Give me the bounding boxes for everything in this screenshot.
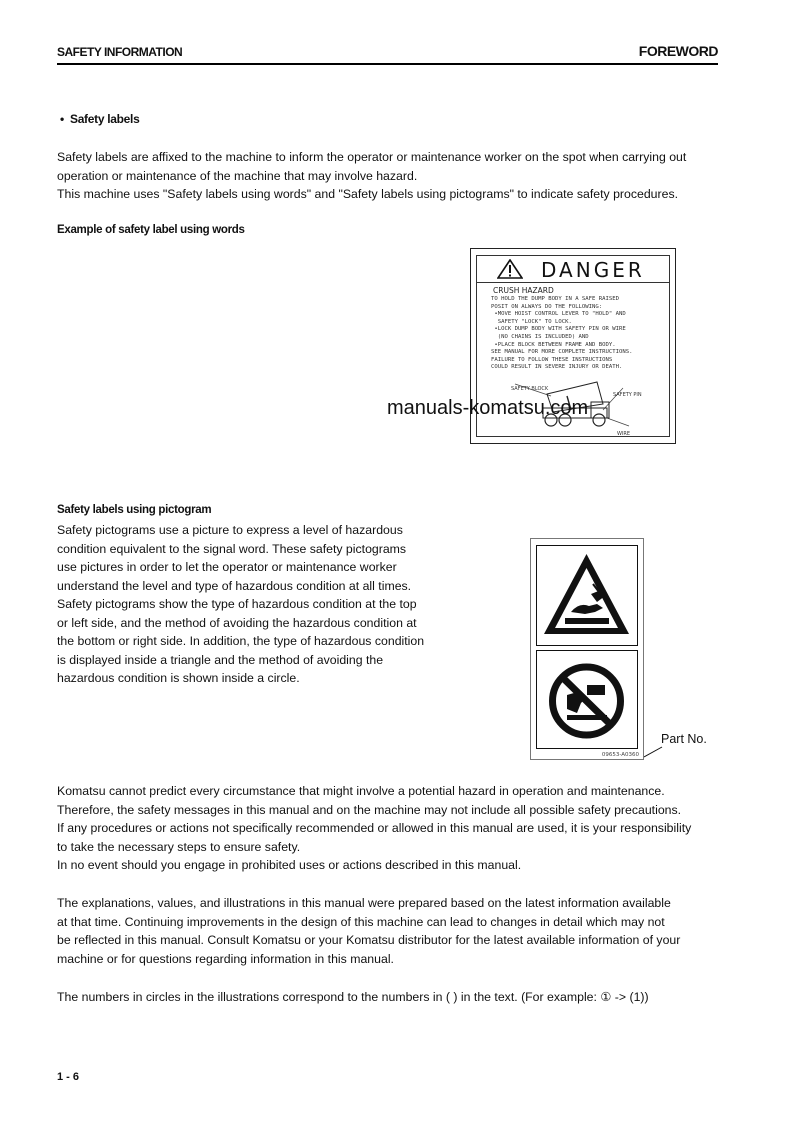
danger-instructions: TO HOLD THE DUMP BODY IN A SAFE RAISED POSIT ON ALWAYS DO THE FOLLOWING: •MOVE HOIST CONTROL LEVER TO "HOLD" AND SAFETY "LOCK" TO LOCK. •LOCK DUMP BODY WITH SAFETY PIN OR WIRE (NO CHAINS IS INCLUDED) AND •PLACE BLOCK BETWEEN FRAME AND BODY. SEE MANUAL FOR MORE COMPLETE INSTRUCTIONS. FAILURE TO FOLLOW THESE INSTRUCTIONS COULD RESULT IN SEVERE INJURY OR DEATH. (491, 296, 633, 371)
pictogram-heading: Safety labels using pictogram (57, 504, 212, 516)
pictogram-line: is displayed inside a triangle and the method of avoiding the (57, 652, 384, 667)
numbers-note: The numbers in circles in the illustrations correspond to the numbers in ( ) in the text. (For example: ① -> (1)) (57, 990, 649, 1004)
header-section-title: SAFETY INFORMATION (57, 45, 183, 59)
callout-wire: WIRE (617, 431, 631, 437)
explanations-line: machine or for questions regarding information in this manual. (57, 951, 394, 966)
caution-line: to take the necessary steps to ensure safety. (57, 839, 301, 854)
prohibition-circle-icon (537, 651, 636, 747)
page-number: 1 - 6 (57, 1071, 80, 1083)
pictogram-line: or left side, and the method of avoiding the hazardous condition at (57, 615, 417, 630)
caution-paragraph (57, 782, 719, 875)
label-part-code: 09653-A0360 (601, 752, 639, 758)
callout-safety-pin: SAFETY PIN (613, 392, 642, 398)
pictogram-line: the bottom or right side. In addition, the type of hazardous condition (57, 634, 425, 648)
intro-line: This machine uses "Safety labels using words" and "Safety labels using pictograms" to indicate safety procedures. (57, 187, 679, 201)
pictogram-line: use pictures in order to let the operator or maintenance worker (57, 560, 397, 574)
pictogram-line: condition equivalent to the signal word. These safety pictograms (57, 541, 407, 556)
intro-line: operation or maintenance of the machine that may involve hazard. (57, 168, 418, 183)
danger-label-header (477, 256, 669, 283)
explanations-line: be reflected in this manual. Consult Komatsu or your Komatsu distributor for the latest available information of your (57, 933, 681, 947)
avoidance-panel (536, 650, 638, 749)
pictogram-line: Safety pictograms use a picture to express a level of hazardous (57, 523, 403, 537)
intro-line: Safety labels are affixed to the machine to inform the operator or maintenance worker on the spot when carrying out (57, 150, 687, 164)
pictogram-line: Safety pictograms show the type of hazardous condition at the top (57, 597, 417, 611)
watermark-text: manuals-komatsu.com (387, 397, 589, 419)
explanations-line: The explanations, values, and illustrations in this manual were prepared based on the latest information available (57, 896, 671, 910)
warning-triangle-icon (497, 259, 523, 279)
header-chapter-title: FOREWORD (638, 43, 718, 59)
section-title: Safety labels (69, 112, 140, 126)
caution-line: In no event should you engage in prohibited uses or actions described in this manual. (57, 858, 522, 872)
pictogram-paragraph (57, 521, 438, 688)
intro-paragraph (57, 148, 719, 204)
part-no-callout: Part No. (661, 732, 707, 746)
hazard-panel (536, 545, 638, 646)
pictogram-label (530, 538, 644, 760)
bullet-mark: • (60, 112, 64, 126)
crush-hazard-triangle-icon (537, 546, 636, 644)
explanations-paragraph (57, 894, 719, 968)
danger-hazard-title: CRUSH HAZARD (493, 286, 554, 295)
danger-signal-word: DANGER (541, 258, 645, 282)
caution-line: If any procedures or actions not specifically recommended or allowed in this manual are used, it is your responsibility (57, 821, 692, 835)
pictogram-line: understand the level and type of hazardous condition at all times. (57, 578, 412, 593)
callout-safety-block: SAFETY BLOCK (511, 386, 549, 392)
header-rule (57, 63, 718, 65)
caution-line: Therefore, the safety messages in this manual and on the machine may not include all possible safety precautions. (57, 802, 682, 817)
words-example-heading: Example of safety label using words (57, 224, 245, 236)
part-no-leader-line (644, 746, 664, 758)
pictogram-line: hazardous condition is shown inside a circle. (57, 671, 300, 685)
explanations-line: at that time. Continuing improvements in the design of this machine can lead to changes in detail which may not (57, 914, 665, 929)
caution-line: Komatsu cannot predict every circumstance that might involve a potential hazard in operation and maintenance. (57, 784, 665, 798)
section-heading (60, 112, 139, 126)
